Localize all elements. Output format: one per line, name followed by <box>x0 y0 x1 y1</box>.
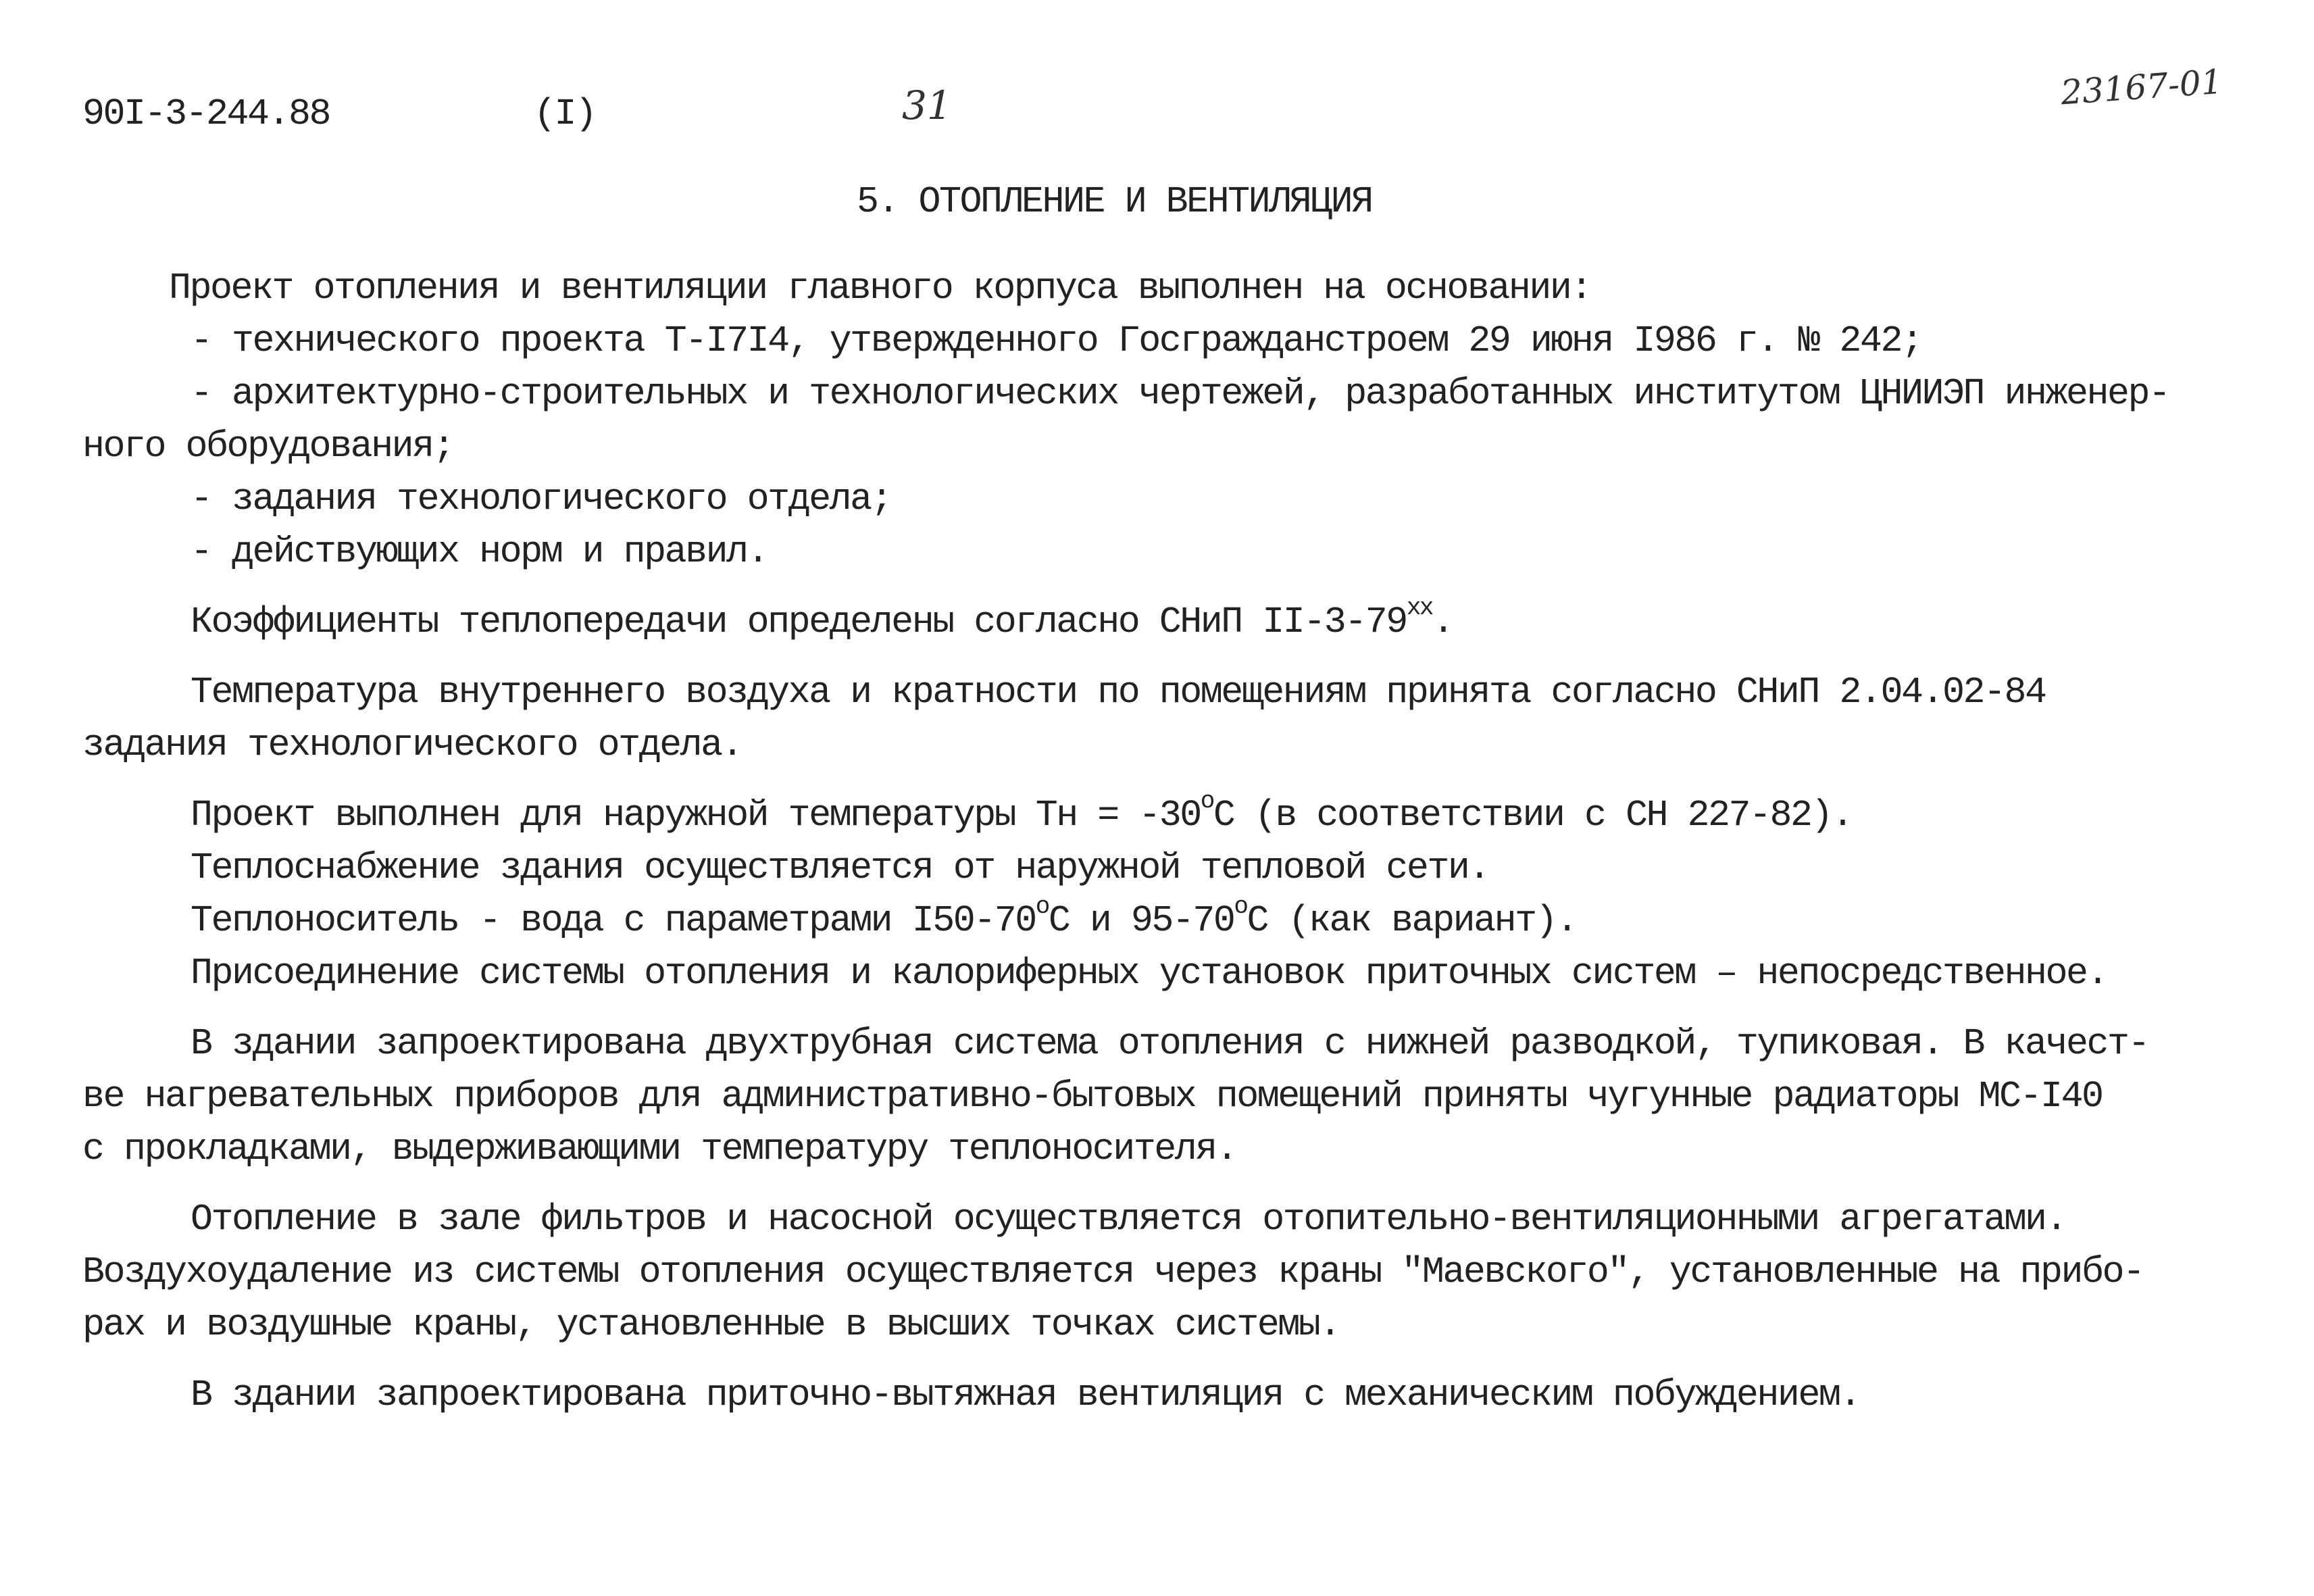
handwritten-inventory-number: 23167-01 <box>2059 61 2224 113</box>
section-title: 5. ОТОПЛЕНИЕ И ВЕНТИЛЯЦИЯ <box>857 180 1372 223</box>
paragraph-line: Теплоснабжение здания осуществляется от наружной тепловой сети. <box>191 847 1489 889</box>
coolant-text: Теплоноситель - вода с параметрами I50-70 <box>191 899 1036 942</box>
temperature-text-end: С (в соответствии с СН 227-82). <box>1213 794 1853 837</box>
paragraph-line: задания технологического отдела. <box>82 724 743 766</box>
paragraph-line: с прокладками, выдерживающими температуру теплоносителя. <box>82 1128 1237 1170</box>
list-item: - технического проекта Т-I7I4, утвержденного Госгражданстроем 29 июня I986 г. № 242; <box>191 320 1922 362</box>
paragraph-line <box>191 893 1577 943</box>
paragraph-line: Отопление в зале фильтров и насосной осуществляется отопительно-вентиляционными агрегатами. <box>191 1198 2066 1241</box>
paragraph-line: В здании запроектирована двухтрубная система отопления с нижней разводкой, тупиковая. В качест- <box>191 1022 2149 1065</box>
list-item-continuation: ного оборудования; <box>82 425 454 468</box>
period: . <box>1432 601 1453 643</box>
degree-sign: о <box>1035 893 1049 920</box>
temperature-text: Проект выполнен для наружной температуры Тн = -30 <box>191 794 1201 837</box>
paragraph-line: В здании запроектирована приточно-вытяжная вентиляция с механическим побуждением. <box>191 1374 1860 1416</box>
degree-sign: о <box>1234 893 1247 920</box>
volume-number: (I) <box>534 93 596 135</box>
list-item: - задания технологического отдела; <box>191 478 892 520</box>
paragraph-line: ве нагревательных приборов для административно-бытовых помещений приняты чугунные радиаторы МС-I40 <box>82 1075 2103 1118</box>
document-code: 90I-3-244.88 <box>82 93 330 135</box>
paragraph-line: Воздухоудаление из системы отопления осуществляется через краны "Маевского", установленные на прибо- <box>82 1251 2144 1293</box>
superscript-marker: хх <box>1406 594 1433 622</box>
coolant-text-mid: С и 95-70 <box>1048 899 1234 942</box>
paragraph-line: Проект отопления и вентиляции главного корпуса выполнен на основании: <box>169 267 1591 309</box>
degree-sign: о <box>1200 787 1213 815</box>
handwritten-page-number: 31 <box>902 82 952 128</box>
paragraph-line <box>191 787 1853 838</box>
paragraph-line: Присоединение системы отопления и калориферных установок приточных систем – непосредственное. <box>191 952 2107 995</box>
coefficient-text: Коэффициенты теплопередачи определены согласно СНиП II-3-79 <box>191 601 1407 643</box>
paragraph-line: Температура внутреннего воздуха и кратности по помещениям принята согласно СНиП 2.04.02-84 <box>191 671 2046 714</box>
coolant-text-end: С (как вариант). <box>1247 899 1577 942</box>
list-item: - архитектурно-строительных и технологических чертежей, разработанных институтом ЦНИИЭП инженер- <box>191 372 2169 415</box>
paragraph-line <box>191 594 1453 645</box>
paragraph-line: рах и воздушные краны, установленные в высших точках системы. <box>82 1303 1340 1346</box>
list-item: - действующих норм и правил. <box>191 530 768 573</box>
